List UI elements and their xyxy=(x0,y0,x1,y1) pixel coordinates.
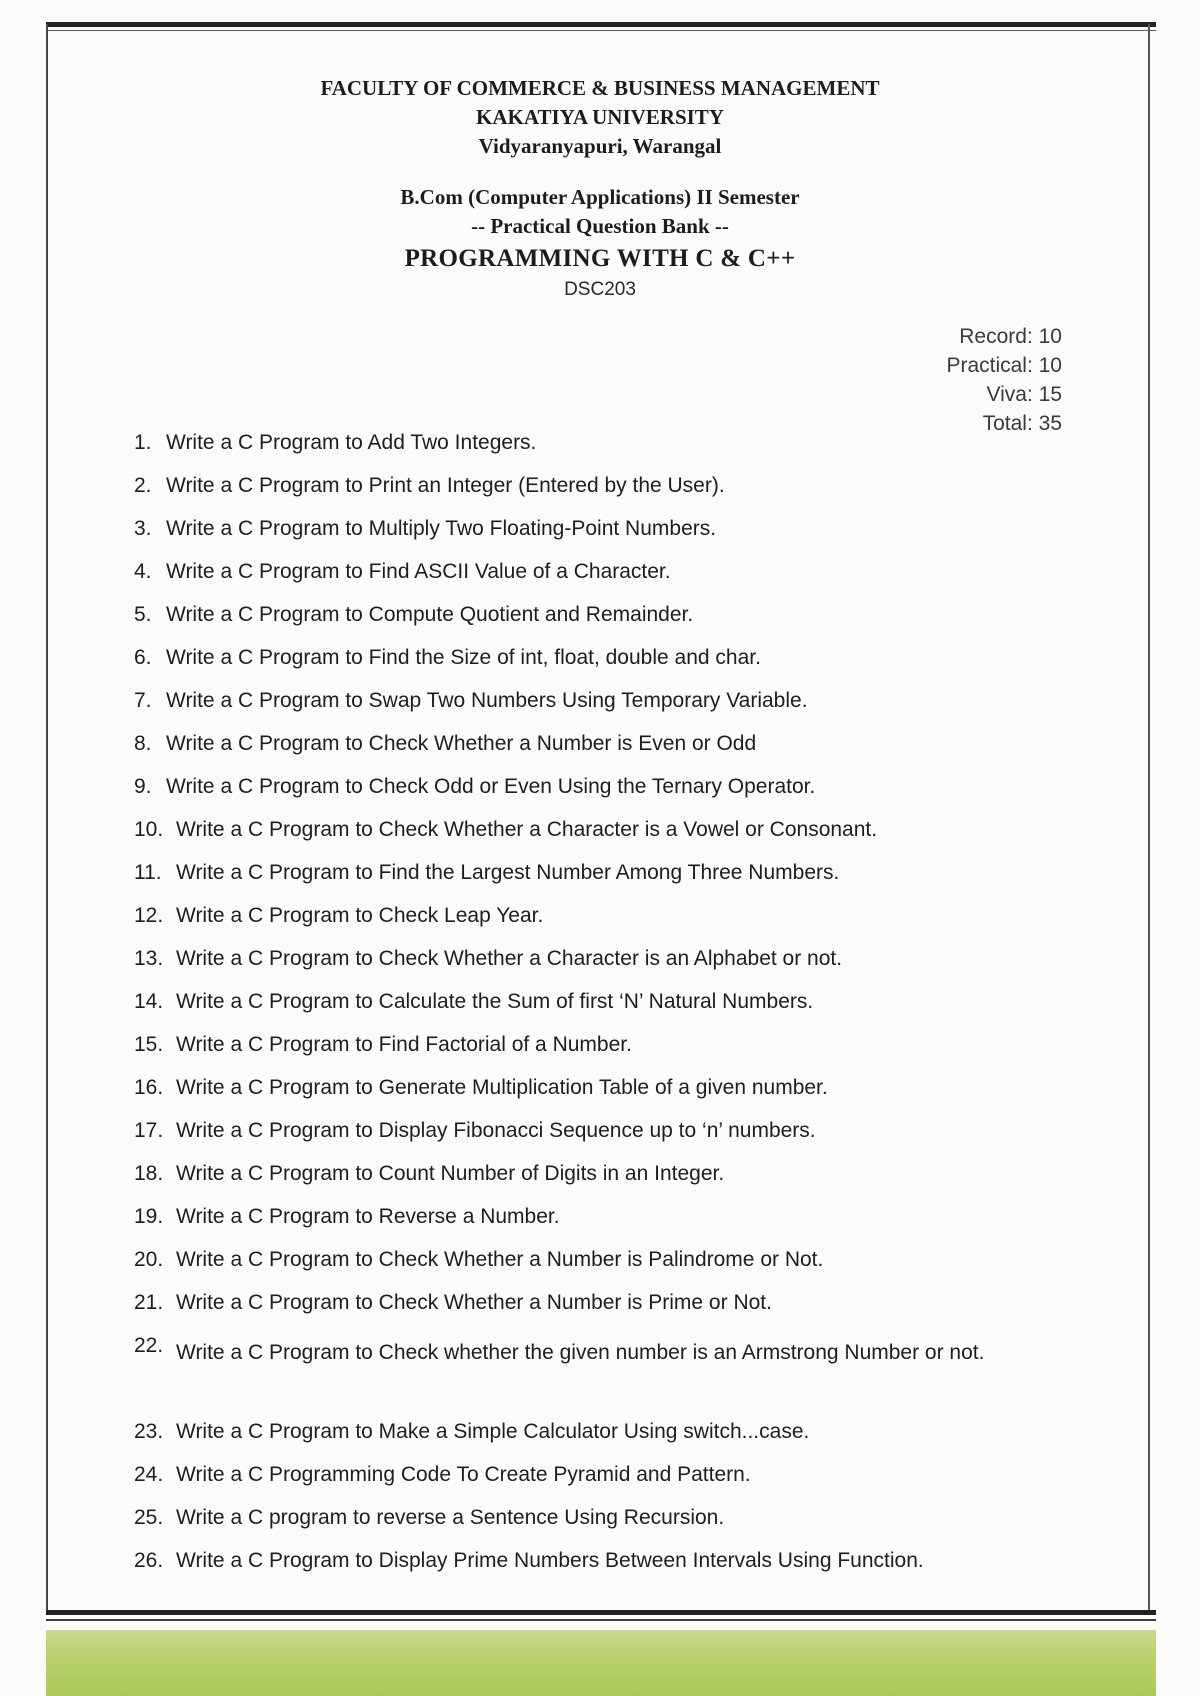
question-text: Write a C Program to Check Whether a Number is Even or Odd xyxy=(166,732,757,755)
background-grass xyxy=(46,1630,1156,1696)
question-item xyxy=(134,944,1064,973)
question-item xyxy=(134,1245,1064,1274)
document-header xyxy=(200,74,1000,303)
question-text: Write a C Program to Find Factorial of a Number. xyxy=(176,1033,632,1056)
subject-code: DSC203 xyxy=(564,279,636,300)
location-heading: Vidyaranyapuri, Warangal xyxy=(478,134,722,158)
question-number: 16. xyxy=(134,1076,164,1099)
question-number: 13. xyxy=(134,947,164,970)
question-item xyxy=(134,1030,1064,1059)
question-number: 15. xyxy=(134,1033,164,1056)
marks-total: Total: 35 xyxy=(982,412,1062,435)
marks-practical: Practical: 10 xyxy=(946,354,1062,377)
header-spacer xyxy=(200,161,1000,183)
bottom-border-thick xyxy=(46,1610,1156,1615)
question-list xyxy=(134,428,1064,1589)
university-heading: KAKATIYA UNIVERSITY xyxy=(476,105,724,129)
question-text: Write a C Program to Check whether the given number is an Armstrong Number or not. xyxy=(176,1341,985,1364)
question-text: Write a C Program to Add Two Integers. xyxy=(166,431,537,454)
question-text: Write a C Program to Compute Quotient and Remainder. xyxy=(166,603,694,626)
question-number: 25. xyxy=(134,1506,164,1529)
question-item xyxy=(134,1546,1064,1575)
question-item xyxy=(134,557,1064,586)
bottom-border-thin xyxy=(46,1619,1156,1621)
question-text: Write a C Program to Print an Integer (Entered by the User). xyxy=(166,474,725,497)
question-text: Write a C Program to Calculate the Sum of first ‘N’ Natural Numbers. xyxy=(176,990,814,1013)
question-number: 7. xyxy=(134,689,152,712)
question-text: Write a C Program to Check Whether a Number is Palindrome or Not. xyxy=(176,1248,824,1271)
question-item xyxy=(134,729,1064,758)
question-item xyxy=(134,514,1064,543)
question-text: Write a C Program to Find ASCII Value of a Character. xyxy=(166,560,671,583)
top-border-thick xyxy=(46,22,1156,27)
question-number: 19. xyxy=(134,1205,164,1228)
question-text: Write a C Program to Reverse a Number. xyxy=(176,1205,560,1228)
question-text: Write a C Program to Check Leap Year. xyxy=(176,904,544,927)
faculty-heading: FACULTY OF COMMERCE & BUSINESS MANAGEMENT xyxy=(320,76,880,100)
question-number: 10. xyxy=(134,818,164,841)
right-border xyxy=(1148,24,1150,1614)
question-item xyxy=(134,858,1064,887)
question-item xyxy=(134,987,1064,1016)
question-item xyxy=(134,428,1064,457)
question-number: 18. xyxy=(134,1162,164,1185)
question-item xyxy=(134,1288,1064,1317)
question-number: 14. xyxy=(134,990,164,1013)
question-item xyxy=(134,600,1064,629)
question-bank-heading: -- Practical Question Bank -- xyxy=(471,214,729,238)
question-item xyxy=(134,1460,1064,1489)
question-text: Write a C Program to Multiply Two Floating-Point Numbers. xyxy=(166,517,717,540)
question-number: 17. xyxy=(134,1119,164,1142)
question-item xyxy=(134,1331,1064,1403)
question-text: Write a C Program to Check Whether a Number is Prime or Not. xyxy=(176,1291,772,1314)
question-text: Write a C Programming Code To Create Pyramid and Pattern. xyxy=(176,1463,751,1486)
question-number: 3. xyxy=(134,517,152,540)
question-text: Write a C Program to Display Fibonacci Sequence up to ‘n’ numbers. xyxy=(176,1119,816,1142)
question-text: Write a C Program to Make a Simple Calculator Using switch...case. xyxy=(176,1420,810,1443)
marks-viva: Viva: 15 xyxy=(986,383,1062,406)
subject-title: PROGRAMMING WITH C & C++ xyxy=(404,245,796,272)
question-item xyxy=(134,772,1064,801)
question-text: Write a C Program to Find the Largest Number Among Three Numbers. xyxy=(176,861,840,884)
question-item xyxy=(134,686,1064,715)
question-number: 11. xyxy=(134,861,162,884)
question-number: 9. xyxy=(134,775,152,798)
question-text: Write a C Program to Swap Two Numbers Using Temporary Variable. xyxy=(166,689,808,712)
question-text: Write a C Program to Find the Size of int, float, double and char. xyxy=(166,646,761,669)
marks-distribution xyxy=(946,322,1062,438)
question-text: Write a C Program to Count Number of Digits in an Integer. xyxy=(176,1162,725,1185)
question-text: Write a C Program to Check Odd or Even Using the Ternary Operator. xyxy=(166,775,816,798)
question-item xyxy=(134,471,1064,500)
question-item xyxy=(134,901,1064,930)
left-border xyxy=(46,24,48,1614)
question-text: Write a C program to reverse a Sentence Using Recursion. xyxy=(176,1506,725,1529)
question-number: 4. xyxy=(134,560,152,583)
question-number: 23. xyxy=(134,1420,164,1443)
question-number: 5. xyxy=(134,603,152,626)
question-item xyxy=(134,1202,1064,1231)
question-item xyxy=(134,643,1064,672)
question-number: 26. xyxy=(134,1549,164,1572)
question-item xyxy=(134,1417,1064,1446)
question-number: 6. xyxy=(134,646,152,669)
question-number: 24. xyxy=(134,1463,164,1486)
question-text: Write a C Program to Generate Multiplication Table of a given number. xyxy=(176,1076,828,1099)
question-text: Write a C Program to Check Whether a Character is a Vowel or Consonant. xyxy=(176,818,878,841)
question-number: 22. xyxy=(134,1334,164,1357)
question-item xyxy=(134,1073,1064,1102)
question-number: 2. xyxy=(134,474,152,497)
question-number: 1. xyxy=(134,431,152,454)
question-number: 12. xyxy=(134,904,164,927)
course-heading: B.Com (Computer Applications) II Semester xyxy=(400,185,800,209)
question-item xyxy=(134,815,1064,844)
question-item xyxy=(134,1503,1064,1532)
question-item xyxy=(134,1159,1064,1188)
question-item xyxy=(134,1116,1064,1145)
top-border-thin xyxy=(46,30,1156,31)
marks-record: Record: 10 xyxy=(959,325,1062,348)
question-number: 8. xyxy=(134,732,152,755)
question-text: Write a C Program to Check Whether a Character is an Alphabet or not. xyxy=(176,947,843,970)
question-text: Write a C Program to Display Prime Numbers Between Intervals Using Function. xyxy=(176,1549,924,1572)
question-number: 21. xyxy=(134,1291,164,1314)
question-number: 20. xyxy=(134,1248,164,1271)
